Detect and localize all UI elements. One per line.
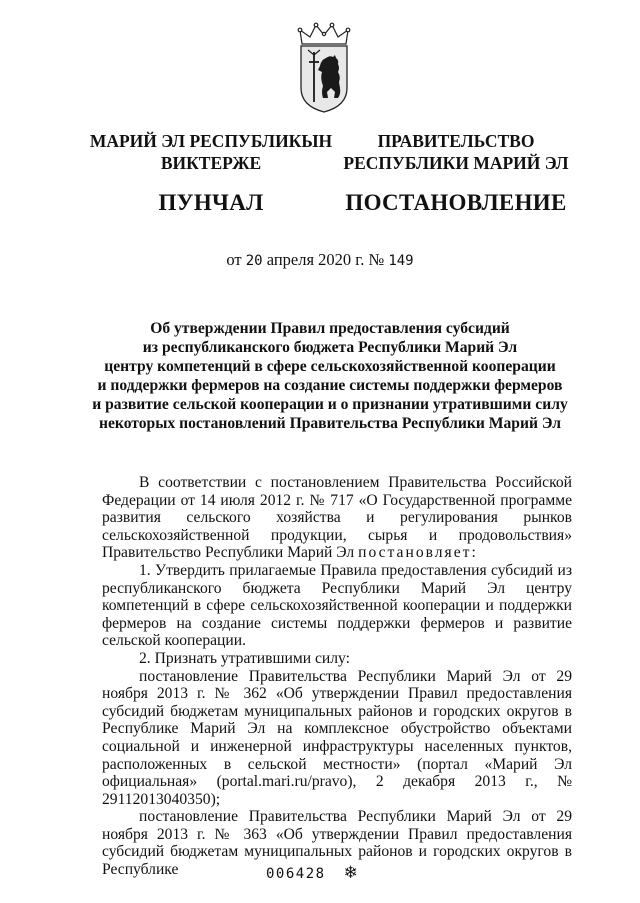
title-line: и поддержки фермеров на создание системы поддержки фермеров: [97, 377, 563, 394]
intro-resolves: постановляет:: [358, 544, 478, 562]
repeal-entry-2: постановление Правительства Республики Марий Эл от 29 ноября 2013 г. № 363 «Об утверждении Правил предоставления субсидий бюджетам муниципальных районов и городских округов в Республике: [102, 808, 572, 879]
intro-paragraph: [102, 474, 572, 562]
date-day: 20: [245, 253, 263, 269]
header-right-act-type: ПОСТАНОВЛЕНИЕ: [345, 190, 567, 215]
date-month-year: апреля 2020 г. №: [266, 250, 385, 269]
repeal-entry-1: постановление Правительства Республики Марий Эл от 29 ноября 2013 г. № 362 «Об утверждении Правил предоставления субсидий бюджетам муниципальных районов и городских округов в Республике Марий Эл на комплексное обустройство объектами социальной и инженерной инфраструктуры населенных пунктов, расположенных в сельской местности» (портал «Марий Эл официальная» (portal.mari.ru/pravo), 2 декабря 2013 г., № 29112013040350);: [102, 667, 572, 808]
title-line: из республиканского бюджета Республики Марий Эл: [142, 339, 518, 356]
form-footer: [266, 863, 358, 883]
header-left-line2: ВИКТЕРЖЕ: [160, 153, 262, 173]
title-line: некоторых постановлений Правительства Республики Марий Эл: [99, 415, 561, 432]
header-left-line1: МАРИЙ ЭЛ РЕСПУБЛИКЫН: [89, 131, 333, 151]
item-1: 1. Утвердить прилагаемые Правила предоставления субсидий из республиканского бюджета Республики Марий Эл центру компетенций в сфере сельскохозяйственной кооперации и поддержки фермеров на создание системы поддержки фермеров и развитие сельской кооперации.: [102, 561, 572, 650]
title-line: и развитие сельской кооперации и о признании утратившими силу: [92, 396, 568, 413]
header-left: [71, 130, 351, 216]
item-2: 2. Признать утратившими силу:: [139, 649, 350, 667]
header-left-act-type: ПУНЧАЛ: [158, 190, 264, 215]
crown: [298, 23, 350, 44]
header-right: [316, 130, 596, 216]
date-prefix: от: [226, 250, 242, 269]
date-line: [0, 250, 640, 270]
document-body: [102, 474, 572, 879]
snowflake-icon: ❄: [343, 863, 358, 883]
form-number: 006428: [266, 866, 326, 882]
title-line: Об утверждении Правил предоставления субсидий: [150, 320, 510, 337]
coat-of-arms-icon: [296, 22, 352, 114]
document-number: 149: [388, 253, 414, 269]
intro-text: В соответствии с постановлением Правительства Российской Федерации от 14 июля 2012 г. № 717 «О Государственной программе развития сельского хозяйства и регулирования рынков сельскохозяйственной продукции, сырья и продовольствия» Правительство Республики Марий Эл: [102, 474, 572, 562]
header-right-line1: ПРАВИТЕЛЬСТВО: [377, 131, 535, 151]
document-title: [60, 319, 600, 433]
title-line: центру компетенций в сфере сельскохозяйственной кооперации: [104, 358, 556, 375]
header-right-line2: РЕСПУБЛИКИ МАРИЙ ЭЛ: [343, 153, 569, 173]
